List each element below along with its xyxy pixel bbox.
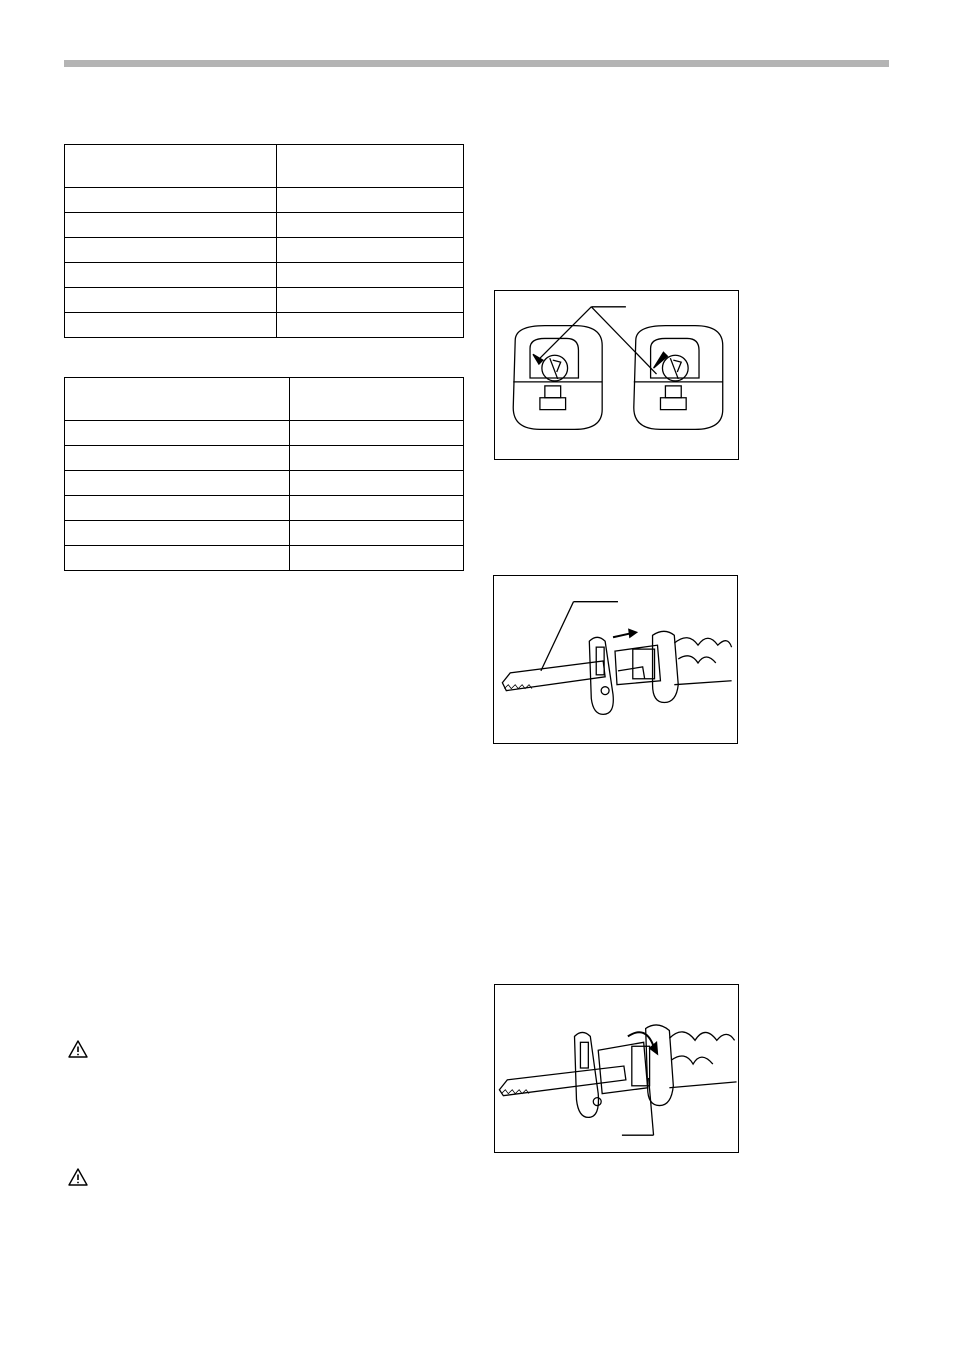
warning-triangle-icon [67,1039,89,1059]
table-row [65,313,464,338]
table-cell [65,263,277,288]
table-cell [277,188,464,213]
table-cell [290,521,464,546]
table-cell [65,496,290,521]
table-row [65,188,464,213]
table-header-row [65,378,464,421]
table-cell [65,145,277,188]
table-cell [65,213,277,238]
table-row [65,496,464,521]
table-row [65,471,464,496]
table-cell [290,496,464,521]
table-cell [290,421,464,446]
table-header-row [65,145,464,188]
table-cell [65,546,290,571]
table-row [65,546,464,571]
table-cell [65,471,290,496]
table-cell [277,145,464,188]
lever-positions-figure [494,290,739,460]
table-row [65,521,464,546]
table-row [65,446,464,471]
table-cell [65,378,290,421]
table-cell [290,546,464,571]
blade-insert-figure [493,575,738,744]
table-cell [65,446,290,471]
table-cell [277,263,464,288]
table-row [65,288,464,313]
table-cell [290,446,464,471]
spec-table-2 [64,377,464,571]
header-rule [64,60,889,67]
table-row [65,263,464,288]
table-cell [277,313,464,338]
table-cell [65,521,290,546]
table-cell [65,238,277,263]
table-cell [277,238,464,263]
table-row [65,421,464,446]
table-cell [65,421,290,446]
table-cell [65,313,277,338]
blade-lock-figure [494,984,739,1153]
table-cell [65,188,277,213]
table-cell [290,471,464,496]
table-cell [277,288,464,313]
spec-table-1 [64,144,464,338]
table-row [65,238,464,263]
housing-right [634,326,723,430]
table-row [65,213,464,238]
table-cell [277,213,464,238]
table-cell [65,288,277,313]
warning-triangle-icon [67,1167,89,1187]
table-cell [290,378,464,421]
